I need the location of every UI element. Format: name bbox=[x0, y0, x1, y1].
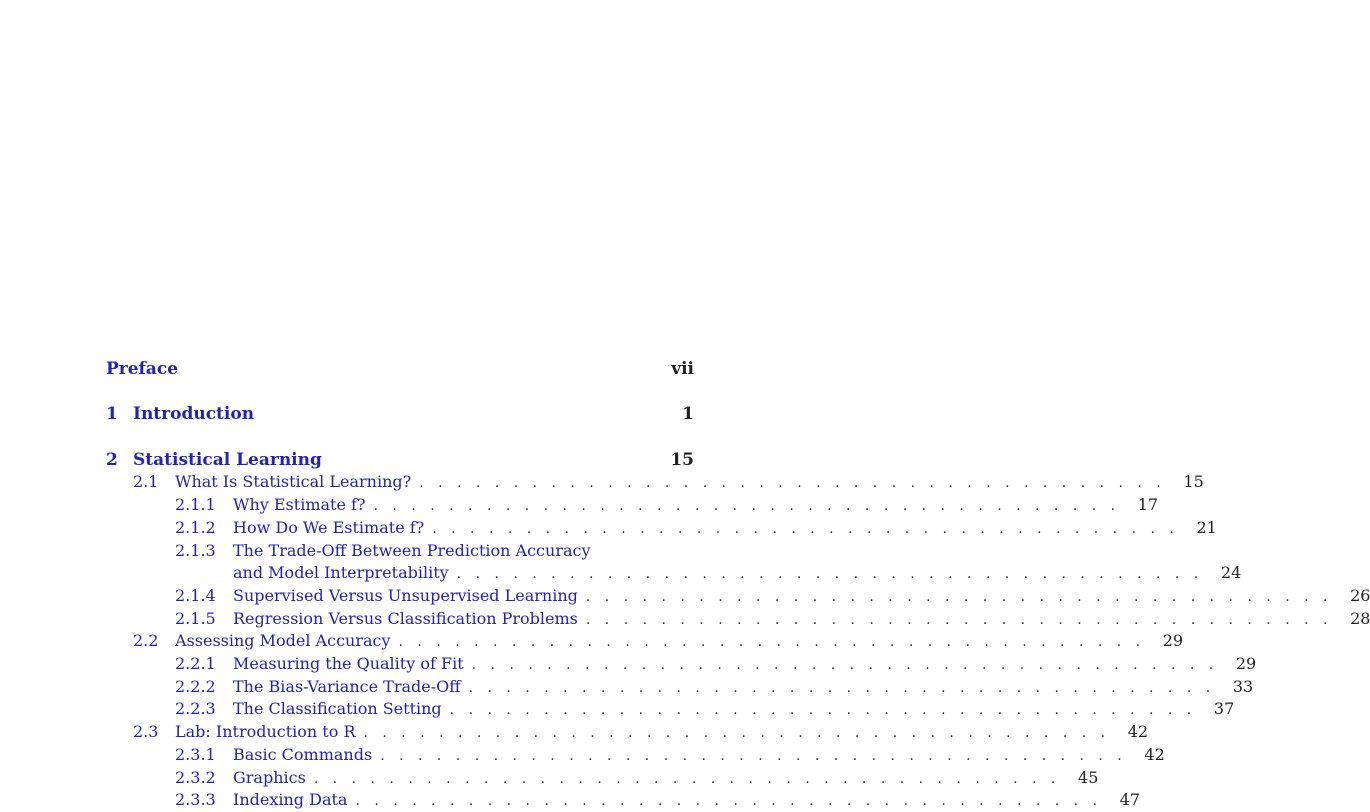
toc-leader-dots: . . . . . . . . . . . . . . . . . . . . . . . . . . . . . . . . . . . . . . . . bbox=[419, 475, 1166, 491]
toc-number: 2.3 bbox=[133, 722, 159, 741]
toc-leader-dots: . . . . . . . . . . . . . . . . . . . . . . . . . . . . . . . . . . . . . . . . bbox=[456, 566, 1204, 582]
toc-number: 1 bbox=[106, 404, 118, 424]
toc-page-number: 29 bbox=[1162, 631, 1184, 650]
toc-leader-dots: . . . . . . . . . . . . . . . . . . . . . . . . . . . . . . . . . . . . . . . . bbox=[355, 793, 1103, 809]
toc-leader-dots: . . . . . . . . . . . . . . . . . . . . . . . . . . . . . . . . . . . . . . . . bbox=[432, 521, 1179, 537]
toc-leader-dots: . . . . . . . . . . . . . . . . . . . . . . . . . . . . . . . . . . . . . . . . bbox=[468, 680, 1216, 696]
toc-page-number: 1 bbox=[682, 404, 694, 424]
toc-leader-dots: . . . . . . . . . . . . . . . . . . . . . . . . . . . . . . . . . . . . . . . . bbox=[449, 702, 1197, 718]
toc-number: 2.1.4 bbox=[175, 586, 216, 605]
toc-chapter-2[interactable] bbox=[106, 449, 694, 471]
toc-title[interactable]: How Do We Estimate f? bbox=[233, 518, 425, 537]
toc-title[interactable]: Lab: Introduction to R bbox=[175, 722, 356, 741]
toc-number: 2.1.2 bbox=[175, 518, 216, 537]
toc-subsection-2-2-1[interactable] bbox=[175, 653, 1257, 675]
toc-number: 2.2.2 bbox=[175, 677, 216, 696]
toc-number: 2.1 bbox=[133, 472, 159, 491]
toc-leader-dots: . . . . . . . . . . . . . . . . . . . . . . . . . . . . . . . . . . . . . . . . bbox=[585, 589, 1333, 605]
toc-chapter-1[interactable] bbox=[106, 403, 694, 425]
toc-title[interactable]: Assessing Model Accuracy bbox=[175, 631, 391, 650]
toc-preface[interactable] bbox=[106, 358, 694, 380]
toc-subsection-2-3-3[interactable] bbox=[175, 789, 1141, 811]
toc-leader-dots: . . . . . . . . . . . . . . . . . . . . . . . . . . . . . . . . . . . . . . . . bbox=[373, 498, 1121, 514]
toc-page-number: 42 bbox=[1127, 722, 1149, 741]
toc-title[interactable]: Measuring the Quality of Fit bbox=[233, 654, 464, 673]
toc-number: 2.2.3 bbox=[175, 699, 216, 718]
toc-leader-dots: . . . . . . . . . . . . . . . . . . . . . . . . . . . . . . . . . . . . . . . . bbox=[313, 771, 1061, 787]
toc-number: 2.3.3 bbox=[175, 790, 216, 809]
toc-title[interactable]: Graphics bbox=[233, 768, 306, 787]
toc-page-number: 37 bbox=[1213, 699, 1235, 718]
toc-page-number: 15 bbox=[1183, 472, 1204, 491]
toc-title[interactable]: Regression Versus Classification Problems bbox=[233, 609, 578, 628]
toc-title-continued[interactable]: and Model Interpretability bbox=[233, 563, 449, 582]
toc-number: 2.1.3 bbox=[175, 541, 216, 560]
toc-number: 2.1.1 bbox=[175, 495, 216, 514]
toc-subsection-2-2-3[interactable] bbox=[175, 698, 1235, 720]
toc-subsection-2-2-2[interactable] bbox=[175, 676, 1254, 698]
toc-number: 2 bbox=[106, 450, 118, 470]
toc-leader-dots: . . . . . . . . . . . . . . . . . . . . . . . . . . . . . . . . . . . . . . . . bbox=[585, 612, 1333, 628]
toc-subsection-2-1-2[interactable] bbox=[175, 517, 1217, 539]
toc-title[interactable]: The Classification Setting bbox=[233, 699, 442, 718]
toc-page-number: 29 bbox=[1235, 654, 1257, 673]
toc-number: 2.2 bbox=[133, 631, 159, 650]
toc-subsection-2-1-5[interactable] bbox=[175, 608, 1370, 630]
toc-title[interactable]: Preface bbox=[106, 359, 179, 379]
toc-leader-dots: . . . . . . . . . . . . . . . . . . . . . . . . . . . . . . . . . . . . . . . . bbox=[363, 725, 1111, 741]
toc-section-2-1[interactable] bbox=[133, 471, 1204, 493]
toc-page-number: 15 bbox=[670, 450, 694, 470]
toc-title[interactable]: Basic Commands bbox=[233, 745, 373, 764]
toc-page-number: 28 bbox=[1350, 609, 1370, 628]
toc-title[interactable]: What Is Statistical Learning? bbox=[175, 472, 412, 491]
toc-title[interactable]: Supervised Versus Unsupervised Learning bbox=[233, 586, 578, 605]
toc-number: 2.3.1 bbox=[175, 745, 216, 764]
toc-title[interactable]: Why Estimate f? bbox=[233, 495, 366, 514]
toc-subsection-2-3-1[interactable] bbox=[175, 744, 1165, 766]
toc-section-2-2[interactable] bbox=[133, 630, 1184, 652]
toc-page-number: 42 bbox=[1144, 745, 1165, 764]
toc-title[interactable]: The Bias-Variance Trade-Off bbox=[233, 677, 461, 696]
toc-page-number: 17 bbox=[1137, 495, 1159, 514]
toc-number: 2.1.5 bbox=[175, 609, 216, 628]
toc-title[interactable]: The Trade-Off Between Prediction Accuracy bbox=[233, 541, 591, 560]
toc-number: 2.2.1 bbox=[175, 654, 216, 673]
toc-subsection-2-1-3[interactable] bbox=[175, 540, 694, 562]
toc-title[interactable]: Statistical Learning bbox=[133, 450, 322, 470]
toc-page-number: 47 bbox=[1119, 790, 1141, 809]
toc-page-number: 33 bbox=[1232, 677, 1254, 696]
toc-page-number: 26 bbox=[1350, 586, 1370, 605]
toc-page-number: 21 bbox=[1196, 518, 1217, 537]
toc-leader-dots: . . . . . . . . . . . . . . . . . . . . . . . . . . . . . . . . . . . . . . . . bbox=[471, 657, 1219, 673]
toc-subsection-2-3-2[interactable] bbox=[175, 767, 1099, 789]
toc-page-number: vii bbox=[671, 359, 694, 379]
toc-title[interactable]: Indexing Data bbox=[233, 790, 348, 809]
toc-leader-dots: . . . . . . . . . . . . . . . . . . . . . . . . . . . . . . . . . . . . . . . . bbox=[398, 634, 1146, 650]
toc-leader-dots: . . . . . . . . . . . . . . . . . . . . . . . . . . . . . . . . . . . . . . . . bbox=[380, 748, 1127, 764]
toc-subsection-2-1-4[interactable] bbox=[175, 585, 1370, 607]
toc-section-2-3[interactable] bbox=[133, 721, 1149, 743]
toc-subsection-2-1-1[interactable] bbox=[175, 494, 1159, 516]
toc-subsection-2-1-3-continued[interactable] bbox=[233, 562, 1242, 584]
toc-page-number: 24 bbox=[1220, 563, 1242, 582]
toc-number: 2.3.2 bbox=[175, 768, 216, 787]
toc-page-number: 45 bbox=[1078, 768, 1099, 787]
toc-title[interactable]: Introduction bbox=[133, 404, 255, 424]
